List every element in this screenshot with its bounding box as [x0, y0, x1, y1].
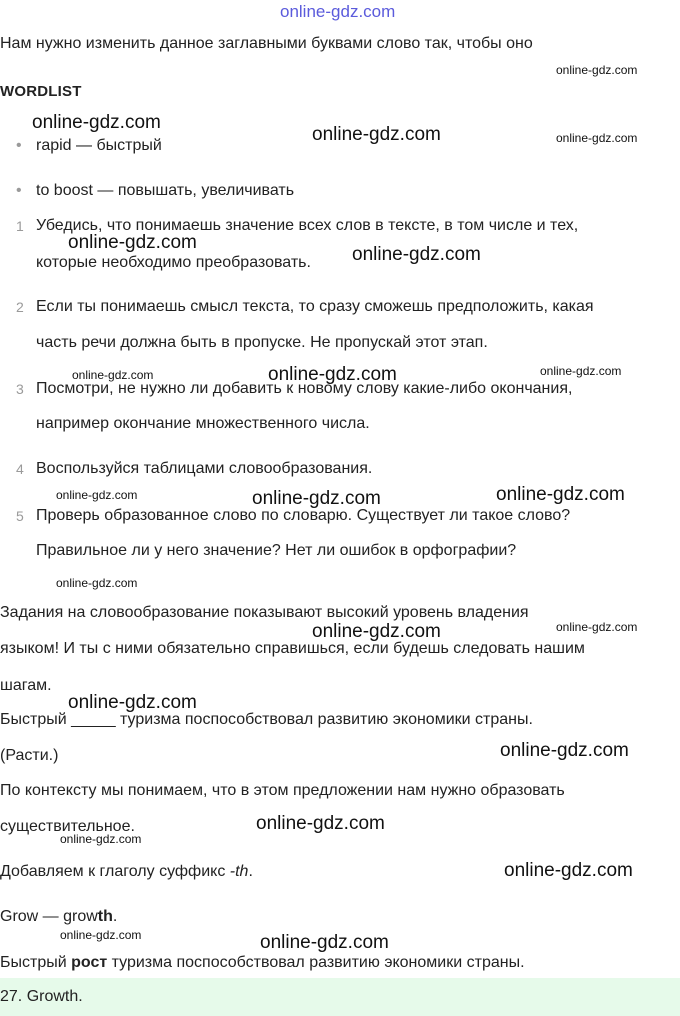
watermark: online-gdz.com [500, 740, 629, 761]
watermark: online-gdz.com [56, 488, 138, 502]
watermark: online-gdz.com [56, 576, 138, 590]
watermark: online-gdz.com [504, 860, 633, 881]
explanation-text: По контексту мы понимаем, что в этом предложении нам нужно образовать [0, 782, 565, 799]
watermark: online-gdz.com [256, 813, 385, 834]
suffix-prefix: Добавляем к глаголу суффикс [0, 863, 230, 880]
step-text: Посмотри, не нужно ли добавить к новому слову какие-либо окончания, [36, 380, 573, 397]
watermark: online-gdz.com [556, 131, 638, 145]
header-watermark: online-gdz.com [280, 2, 396, 21]
step-number: 2 [16, 299, 24, 315]
summary-text: Задания на словообразование показывают высокий уровень владения [0, 604, 529, 621]
watermark: online-gdz.com [556, 63, 638, 77]
task-hint: (Расти.) [0, 747, 59, 764]
suffix-end: . [248, 863, 253, 880]
summary-text: языком! И ты с ними обязательно справишься, если будешь следовать нашим [0, 640, 585, 657]
summary-text: шагам. [0, 677, 52, 694]
intro-text: Нам нужно изменить данное заглавными буквами слово так, чтобы оно [0, 35, 533, 52]
grow-line [0, 907, 117, 927]
watermark: online-gdz.com [556, 620, 638, 634]
wordlist-item: to boost — повышать, увеличивать [36, 182, 295, 199]
grow-bold: th [97, 908, 113, 925]
answer-bar [0, 978, 680, 1016]
final-sentence [0, 953, 525, 973]
suffix-line [0, 862, 253, 882]
step-text: Правильное ли у него значение? Нет ли ошибок в орфографии? [36, 542, 517, 559]
answer-text: 27. Growth. [0, 988, 83, 1005]
final-bold: рост [71, 954, 108, 971]
watermark: online-gdz.com [252, 488, 381, 509]
grow-prefix: Grow — grow [0, 908, 98, 925]
watermark: online-gdz.com [312, 621, 441, 642]
step-text: часть речи должна быть в пропуске. Не пропускай этот этап. [36, 334, 488, 351]
watermark: online-gdz.com [312, 124, 441, 145]
explanation-text: существительное. [0, 818, 135, 835]
watermark: online-gdz.com [268, 364, 397, 385]
final-rest: туризма поспособствовал развитию экономики страны. [107, 954, 525, 971]
step-text: Проверь образованное слово по словарю. Существует ли такое слово? [36, 507, 571, 524]
task-sentence: Быстрый _____ туризма поспособствовал развитию экономики страны. [0, 711, 533, 728]
final-prefix: Быстрый [0, 954, 72, 971]
step-number: 4 [16, 461, 24, 477]
step-text: например окончание множественного числа. [36, 415, 370, 432]
wordlist-title: WORDLIST [0, 83, 82, 100]
watermark: online-gdz.com [32, 112, 161, 133]
watermark: online-gdz.com [260, 932, 389, 953]
watermark: online-gdz.com [60, 928, 142, 942]
watermark: online-gdz.com [68, 692, 197, 713]
bullet-dot-icon: • [16, 182, 22, 199]
grow-end: . [112, 908, 118, 925]
step-text: которые необходимо преобразовать. [36, 254, 311, 271]
step-text: Убедись, что понимаешь значение всех слов в тексте, в том числе и тех, [36, 217, 579, 234]
watermark: online-gdz.com [352, 244, 481, 265]
bullet-dot-icon: • [16, 137, 22, 154]
suffix: -th [229, 863, 249, 880]
watermark: online-gdz.com [60, 832, 142, 846]
watermark: online-gdz.com [496, 484, 625, 505]
wordlist-item: rapid — быстрый [36, 137, 162, 154]
step-number: 5 [16, 508, 24, 524]
step-text: Воспользуйся таблицами словообразования. [36, 460, 373, 477]
step-number: 3 [16, 381, 24, 397]
step-number: 1 [16, 218, 24, 234]
watermark: online-gdz.com [72, 368, 154, 382]
step-text: Если ты понимаешь смысл текста, то сразу сможешь предположить, какая [36, 298, 594, 315]
watermark: online-gdz.com [68, 232, 197, 253]
watermark: online-gdz.com [540, 364, 622, 378]
